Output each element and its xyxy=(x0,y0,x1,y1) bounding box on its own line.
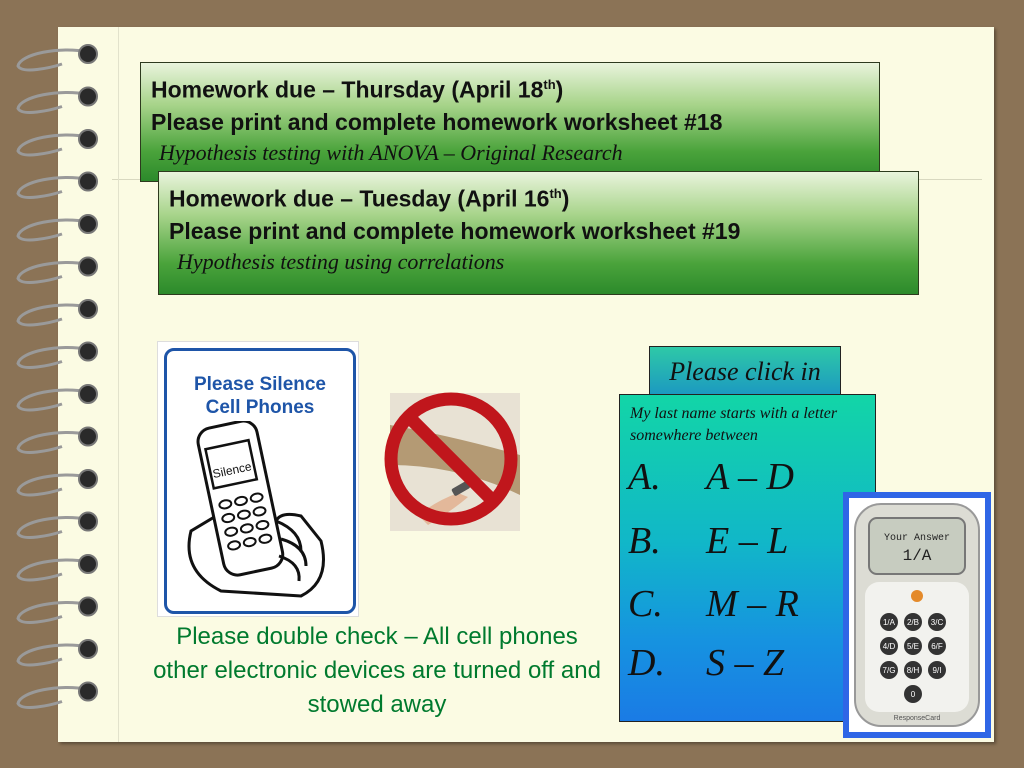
binding-hole xyxy=(79,513,97,531)
binding-hole xyxy=(79,258,97,276)
spiral-ring xyxy=(18,50,88,70)
binding-hole xyxy=(79,215,97,233)
svg-text:3/C: 3/C xyxy=(930,618,944,627)
svg-text:0: 0 xyxy=(910,690,916,699)
homework-1-instruction: Please print and complete homework worksheet #18 xyxy=(151,108,723,135)
svg-text:8/H: 8/H xyxy=(906,666,920,675)
binding-hole xyxy=(79,428,97,446)
spiral-ring xyxy=(18,220,88,240)
svg-text:Silence: Silence xyxy=(211,459,253,482)
spiral-ring xyxy=(18,517,88,537)
homework-1-topic: Hypothesis testing with ANOVA – Original Research xyxy=(159,139,623,165)
svg-text:9/I: 9/I xyxy=(932,666,942,675)
binding-hole xyxy=(79,88,97,106)
spiral-ring xyxy=(18,687,88,707)
click-in-panel xyxy=(619,394,876,722)
svg-text:1/A: 1/A xyxy=(882,618,896,627)
binding-hole xyxy=(79,343,97,361)
hand-phone-icon xyxy=(181,421,341,601)
binding-hole xyxy=(79,385,97,403)
svg-text:7/G: 7/G xyxy=(882,666,896,675)
spiral-ring xyxy=(18,347,88,367)
no-phone-icon xyxy=(368,385,538,535)
spiral-ring xyxy=(18,602,88,622)
spiral-binding xyxy=(0,0,110,768)
spiral-ring xyxy=(18,645,88,665)
sign-title: Please Silence Cell Phones xyxy=(193,374,327,418)
clicker-screen-answer: 1/A xyxy=(902,547,932,565)
spiral-ring xyxy=(18,135,88,155)
clicker-icon xyxy=(849,498,985,732)
margin-line xyxy=(118,27,119,742)
binding-hole xyxy=(79,640,97,658)
binding-hole xyxy=(79,45,97,63)
spiral-ring xyxy=(18,177,88,197)
spiral-ring xyxy=(18,390,88,410)
homework-2-instruction: Please print and complete homework worksheet #19 xyxy=(169,217,741,244)
binding-hole xyxy=(79,173,97,191)
spiral-ring xyxy=(18,560,88,580)
homework-2-topic: Hypothesis testing using correlations xyxy=(177,248,505,274)
click-in-header: Please click in xyxy=(649,346,841,398)
svg-text:5/E: 5/E xyxy=(906,642,920,651)
svg-text:4/D: 4/D xyxy=(882,642,896,651)
spiral-ring xyxy=(18,305,88,325)
binding-hole xyxy=(79,470,97,488)
homework-1-due: Homework due – Thursday (April 18th) xyxy=(151,76,564,103)
binding-hole xyxy=(79,300,97,318)
binding-hole xyxy=(79,598,97,616)
silence-phones-sign xyxy=(157,341,359,617)
choice-d: D. S – Z xyxy=(628,642,785,684)
response-clicker-image xyxy=(843,492,991,738)
clicker-screen-label: Your Answer xyxy=(883,533,951,544)
binding-hole xyxy=(79,130,97,148)
spiral-ring xyxy=(18,475,88,495)
homework-2-due: Homework due – Tuesday (April 16th) xyxy=(169,185,570,212)
svg-text:2/B: 2/B xyxy=(906,618,920,627)
homework-box-1 xyxy=(140,62,880,182)
binding-hole xyxy=(79,555,97,573)
spiral-ring xyxy=(18,262,88,282)
choice-a: A. A – D xyxy=(628,456,794,498)
homework-box-2 xyxy=(158,171,919,295)
clicker-brand: ResponseCard xyxy=(893,715,941,722)
click-in-prompt: My last name starts with a letter somewhere between xyxy=(630,405,838,444)
binding-hole xyxy=(79,683,97,701)
svg-text:6/F: 6/F xyxy=(931,642,943,651)
choice-c: C. M – R xyxy=(628,583,799,625)
spiral-ring xyxy=(18,432,88,452)
reminder-caption: Please double check – All cell phones other electronic devices are turned off and stowed away xyxy=(153,623,601,718)
spiral-ring xyxy=(18,92,88,112)
choice-b: B. E – L xyxy=(628,520,789,562)
